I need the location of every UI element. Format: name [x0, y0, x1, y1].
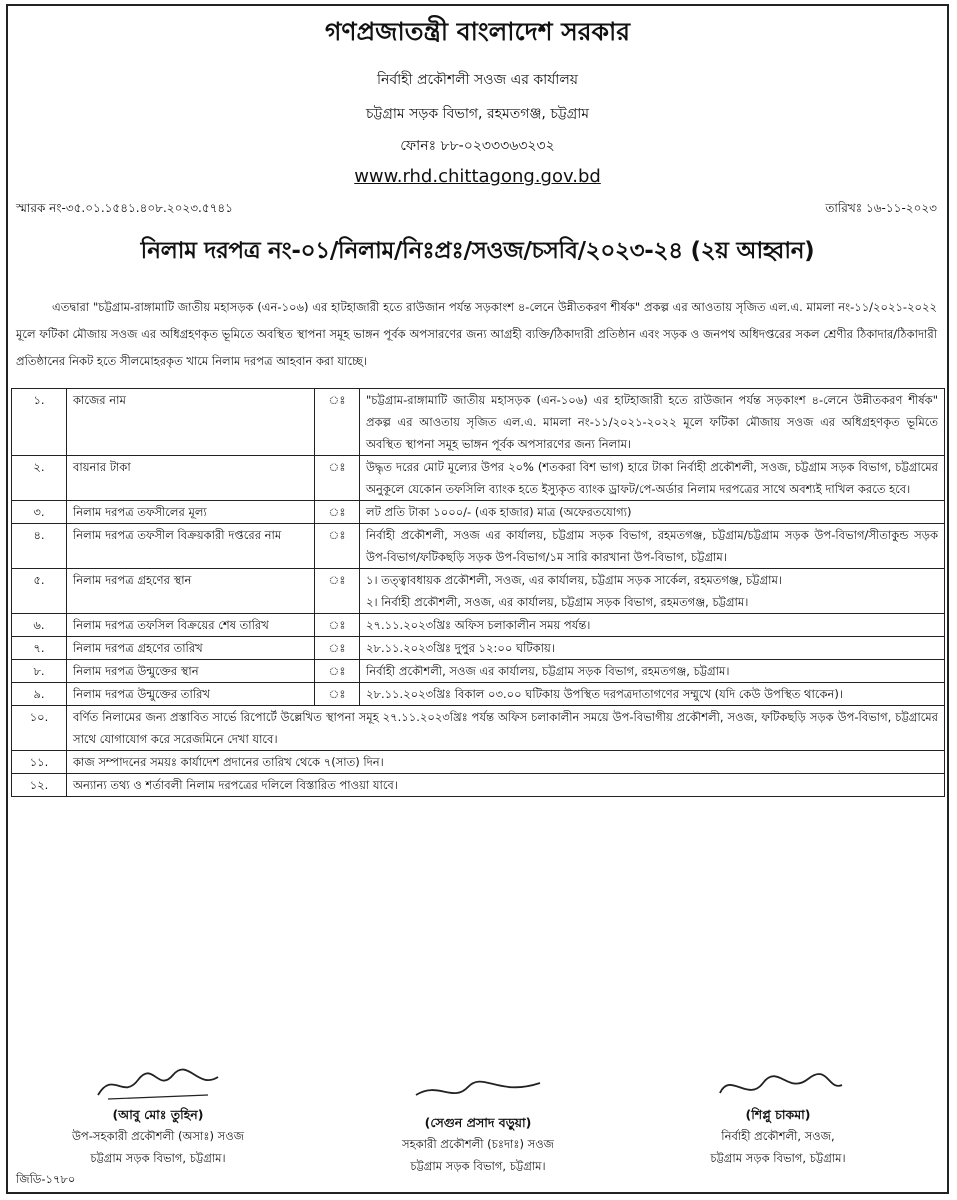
signatory-office: চট্টগ্রাম সড়ক বিভাগ, চট্টগ্রাম। — [710, 1151, 846, 1165]
government-heading: গণপ্রজাতন্ত্রী বাংলাদেশ সরকার — [325, 17, 630, 46]
table-row — [12, 683, 945, 706]
row-label: নিলাম দরপত্র উন্মুক্তের তারিখ — [67, 683, 315, 706]
phone-number: ফোনঃ ৮৮-০২৩৩৩৬৩২৩২ — [400, 138, 555, 154]
row-serial: ৪. — [12, 524, 67, 569]
receiving-place-2: ২। নির্বাহী প্রকৌশলী, সওজ, এর কার্যালয়, চট্টগ্রাম সড়ক বিভাগ, রহমতগঞ্জ, চট্টগ্রাম। — [366, 595, 749, 609]
notice-title: নিলাম দরপত্র নং-০১/নিলাম/নিঃপ্রঃ/সওজ/চসবি/২০২৩-২৪ (২য় আহ্বান) — [140, 238, 815, 264]
row-colon: ঃ — [315, 683, 360, 706]
row-value: উদ্ধৃত দরের মোট মূল্যের উপর ২০% (শতকরা বিশ ভাগ) হারে টাকা নির্বাহী প্রকৌশলী, সওজ, চট্টগ্রাম সড়ক বিভাগ, চট্টগ্রামের অনুকূলে যেকোন তফসিলি ব্যাংক হতে ইস্যুকৃত ব্যাংক ড্রাফট/পে-অর্ডার নিলাম দরপত্রের সাথে অবশ্যই দাখিল করতে হবে। — [360, 456, 945, 501]
row-value: ২৮.১১.২০২৩খ্রিঃ বিকাল ০৩.০০ ঘটিকায় উপস্থিত দরপত্রদাতাগণের সম্মুখে (যদি কেউ উপস্থিত থাকেন)। — [360, 683, 945, 706]
row-label: নিলাম দরপত্র উন্মুক্তের স্থান — [67, 660, 315, 683]
row-label: বায়নার টাকা — [67, 456, 315, 501]
row-label: নিলাম দরপত্র তফসীলের মূল্য — [67, 501, 315, 524]
receiving-place-1: ১। তত্ত্বাবধায়ক প্রকৌশলী, সওজ, এর কার্যালয়, চট্টগ্রাম সড়ক সার্কেল, রহমতগঞ্জ, চট্টগ্রাম। — [366, 573, 782, 587]
signatory-designation: সহকারী প্রকৌশলী (চঃদাঃ) সওজ — [402, 1137, 554, 1151]
row-label: নিলাম দরপত্র গ্রহণের স্থান — [67, 569, 315, 614]
note-row — [12, 706, 945, 751]
row-serial: ৩. — [12, 501, 67, 524]
table-row — [12, 660, 945, 683]
note-text: বর্ণিত নিলামের জন্য প্রস্তাবিত সার্ভে রিপোর্টে উল্লেখিত স্থাপনা সমূহ ২৭.১১.২০২৩খ্রিঃ পর্যন্ত অফিস চলাকালীন সময়ে উপ-বিভাগীয় প্রকৌশলী, সওজ, ফটিকছড়ি সড়ক উপ-বিভাগ, চট্টগ্রামের সাথে যোগাযোগ করে সরেজমিনে দেখা যাবে। — [67, 706, 945, 751]
memo-number: স্মারক নং-৩৫.০১.১৫৪১.৪০৮.২০২৩.৫৭৪১ — [16, 201, 233, 215]
row-label: কাজের নাম — [67, 389, 315, 456]
website-link[interactable]: www.rhd.chittagong.gov.bd — [354, 166, 601, 187]
row-serial: ৭. — [12, 637, 67, 660]
note-serial: ১১. — [12, 751, 67, 774]
intro-paragraph: এতদ্বারা "চট্টগ্রাম-রাঙ্গামাটি জাতীয় মহাসড়ক (এন-১০৬) এর হাটহাজারী হতে রাউজান পর্যন্ত সড়কাংশ ৪-লেনে উন্নীতকরণ শীর্ষক" প্রকল্প এর আওতায় সৃজিত এল.এ. মামলা নং-১১/২০২১-২০২২ মূলে ফটিকা মৌজায় সওজ এর অধিগ্রহণকৃত ভূমিতে অবস্থিত স্থাপনা সমূহ ভাঙ্গন পূর্বক অপসারণের জন্য আগ্রহী ব্যক্তি/ঠিকাদারী প্রতিষ্ঠান এবং সড়ক ও জনপথ অধিদপ্তরের সকল শ্রেণীর ঠিকাদার/ঠিকাদারী প্রতিষ্ঠানের নিকট হতে সীলমোহরকৃত খামে নিলাম দরপত্র আহবান করা যাচ্ছে। — [16, 300, 937, 368]
row-value: ২৭.১১.২০২৩খ্রিঃ অফিস চলাকালীন সময় পর্যন্ত। — [360, 614, 945, 637]
notice-date: তারিখঃ ১৬-১১-২০২৩ — [825, 201, 937, 215]
row-serial: ৬. — [12, 614, 67, 637]
note-serial: ১০. — [12, 706, 67, 751]
signature-block-1 — [8, 1063, 308, 1169]
note-serial: ১২. — [12, 774, 67, 797]
row-value: নির্বাহী প্রকৌশলী, সওজ এর কার্যালয়, চট্টগ্রাম সড়ক বিভাগ, রহমতগঞ্জ, চট্টগ্রাম। — [360, 660, 945, 683]
row-value: ২৮.১১.২০২৩খ্রিঃ দুপুর ১২:০০ ঘটিকায়। — [360, 637, 945, 660]
division-address: চট্টগ্রাম সড়ক বিভাগ, রহমতগঞ্জ, চট্টগ্রাম — [365, 106, 590, 122]
row-serial: ৮. — [12, 660, 67, 683]
footer-code: জিডি-১৭৮০ — [16, 1172, 76, 1186]
table-row — [12, 501, 945, 524]
signatory-office: চট্টগ্রাম সড়ক বিভাগ, চট্টগ্রাম। — [90, 1151, 226, 1165]
row-serial: ১. — [12, 389, 67, 456]
row-colon: ঃ — [315, 637, 360, 660]
table-row — [12, 389, 945, 456]
row-colon: ঃ — [315, 614, 360, 637]
signatory-name: (সেগুন প্রসাদ বড়ুয়া) — [424, 1115, 532, 1130]
row-serial: ২. — [12, 456, 67, 501]
signature-block-2 — [328, 1071, 628, 1177]
tender-notice — [6, 4, 949, 1194]
signatory-designation: উপ-সহকারী প্রকৌশলী (অসাঃ) সওজ — [71, 1129, 245, 1143]
row-colon: ঃ — [315, 501, 360, 524]
table-row — [12, 524, 945, 569]
row-label: নিলাম দরপত্র তফসিল বিক্রয়ের শেষ তারিখ — [67, 614, 315, 637]
row-label: নিলাম দরপত্র গ্রহণের তারিখ — [67, 637, 315, 660]
table-row — [12, 569, 945, 614]
note-text: কাজ সম্পাদনের সময়ঃ কার্যাদেশ প্রদানের তারিখ থেকে ৭(সাত) দিন। — [67, 751, 945, 774]
note-row — [12, 751, 945, 774]
signatory-name: (শিপ্লু চাকমা) — [745, 1107, 811, 1122]
row-colon: ঃ — [315, 456, 360, 501]
signature-scribble — [628, 1063, 928, 1105]
table-row — [12, 614, 945, 637]
signatory-designation: নির্বাহী প্রকৌশলী, সওজ, — [721, 1129, 835, 1143]
row-value: "চট্টগ্রাম-রাঙ্গামাটি জাতীয় মহাসড়ক (এন-১০৬) এর হাটহাজারী হতে রাউজান পর্যন্ত সড়কাংশ ৪-লেনে উন্নীতকরণ শীর্ষক" প্রকল্প এর আওতায় সৃজিত এল.এ. মামলা নং-১১/২০২১-২০২২ মূলে ফটিকা মৌজায় সওজ এর অধিগ্রহণকৃত ভূমিতে অবস্থিত স্থাপনা সমূহ ভাঙ্গন পূর্বক অপসারণের জন্য নিলাম। — [360, 389, 945, 456]
row-label: নিলাম দরপত্র তফসীল বিক্রয়কারী দপ্তরের নাম — [67, 524, 315, 569]
table-row — [12, 456, 945, 501]
row-colon: ঃ — [315, 569, 360, 614]
row-serial: ৯. — [12, 683, 67, 706]
note-text: অন্যান্য তথ্য ও শর্তাবলী নিলাম দরপত্রের দলিলে বিস্তারিত পাওয়া যাবে। — [67, 774, 945, 797]
signature-scribble — [328, 1071, 628, 1113]
signature-section — [8, 1051, 947, 1171]
row-colon: ঃ — [315, 389, 360, 456]
signature-scribble — [8, 1063, 308, 1105]
signature-block-3 — [628, 1063, 928, 1169]
row-value: লট প্রতি টাকা ১০০০/- (এক হাজার) মাত্র (অফেরতযোগ্য) — [360, 501, 945, 524]
tender-details-table — [11, 388, 945, 797]
row-colon: ঃ — [315, 524, 360, 569]
signatory-office: চট্টগ্রাম সড়ক বিভাগ, চট্টগ্রাম। — [410, 1159, 546, 1173]
row-colon: ঃ — [315, 660, 360, 683]
row-value — [360, 569, 945, 614]
table-row — [12, 637, 945, 660]
note-row — [12, 774, 945, 797]
signatory-name: (আবু মোঃ তুহিন) — [112, 1107, 204, 1122]
row-serial: ৫. — [12, 569, 67, 614]
office-name: নির্বাহী প্রকৌশলী সওজ এর কার্যালয় — [376, 72, 579, 88]
row-value: নির্বাহী প্রকৌশলী, সওজ এর কার্যালয়, চট্টগ্রাম সড়ক বিভাগ, রহমতগঞ্জ, চট্টগ্রাম/চট্টগ্রাম সড়ক উপ-বিভাগ/সীতাকুন্ড সড়ক উপ-বিভাগ/ফটিকছড়ি সড়ক উপ-বিভাগ/১ম সারি কারখানা উপ-বিভাগ, চট্টগ্রাম। — [360, 524, 945, 569]
